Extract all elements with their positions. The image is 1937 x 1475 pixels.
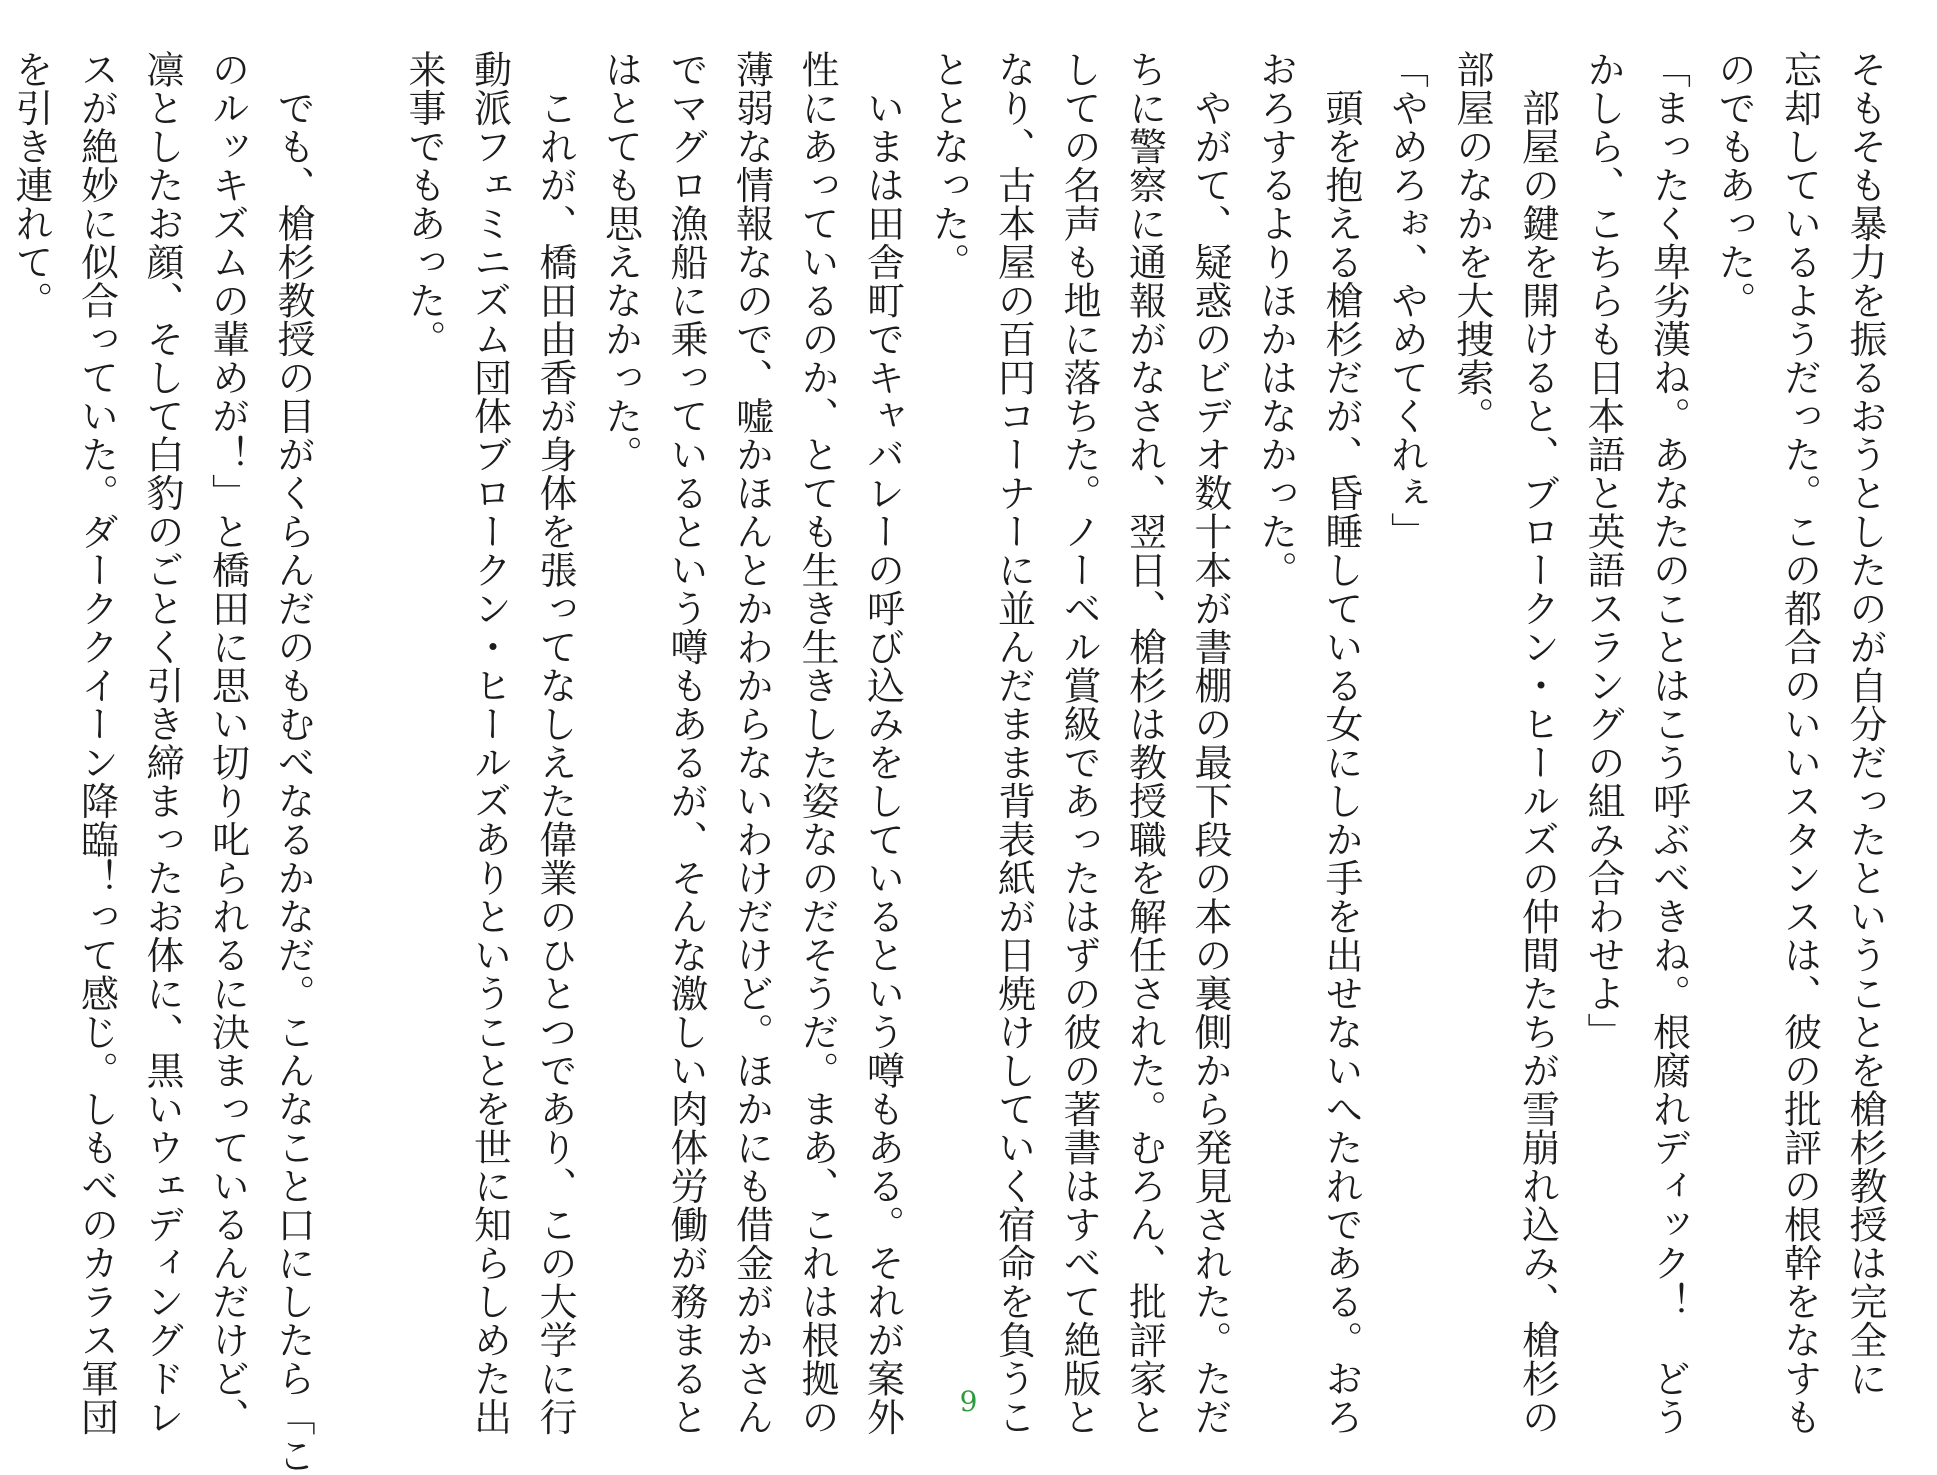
paragraph-3: 部屋の鍵を開けると、ブロークン・ヒールズの仲間たちが雪崩れ込み、槍杉の 部屋のなかを大捜索。: [1450, 50, 1560, 1436]
page-number: 9: [959, 1385, 978, 1418]
paragraph-2: 「まったく卑劣漢ね。あなたのことはこう呼ぶべきね。根腐れディック！ どう かしら、こちらも日本語と英語スラングの組み合わせよ」: [1581, 50, 1691, 1436]
paragraph-5: 頭を抱える槍杉だが、昏睡している女にしか手を出せないへたれである。おろ おろするよりほかはなかった。: [1253, 50, 1363, 1436]
paragraph-1: そもそも暴力を振るおうとしたのが自分だったということを槍杉教授は完全に 忘却しているようだった。この都合のいいスタンスは、彼の批評の根幹をなすも のでもあった。: [1712, 50, 1887, 1436]
paragraph-4: 「やめろぉ、やめてくれぇ」: [1384, 50, 1429, 551]
paragraph-8: これが、橋田由香が身体を張ってなしえた偉業のひとつであり、この大学に行 動派フェミニズム団体ブロークン・ヒールズありということを世に知らしめた出 来事でもあった。: [402, 50, 577, 1436]
vertical-body-text: [0, 50, 1897, 1475]
paragraph-7: いまは田舎町でキャバレーの呼び込みをしているという噂もある。それが案外 性にあっているのか、とても生き生きした姿なのだそうだ。まあ、これは根拠の 薄弱な情報なので、嘘かほんとかわからないわけだけど。ほかにも借金がかさん でマグロ漁船に乗っているという噂もあるが、そんな激しい肉体労働が務まると はとても思えなかった。: [598, 50, 905, 1436]
paragraph-6: やがて、疑惑のビデオ数十本が書棚の最下段の本の裏側から発見された。ただ ちに警察に通報がなされ、翌日、槍杉は教授職を解任された。むろん、批評家と しての名声も地に落ちた。ノーベル賞級であったはずの彼の著書はすべて絶版と なり、古本屋の百円コーナーに並んだまま背表紙が日焼けしていく宿命を負うこ ととなった。: [926, 50, 1232, 1436]
paragraph-9: でも、槍杉教授の目がくらんだのもむべなるかなだ。こんなこと口にしたら「こ のルッキズムの輩めが！」と橋田に思い切り叱られるに決まっているんだけど、 凛としたお顔、そして白豹のごとく引き締まったお体に、黒いウェディングドレ スが絶妙に似合っていた。ダーククイーン降臨！って感じ。しもべのカラス軍団 を引き連れて。: [9, 50, 315, 1475]
